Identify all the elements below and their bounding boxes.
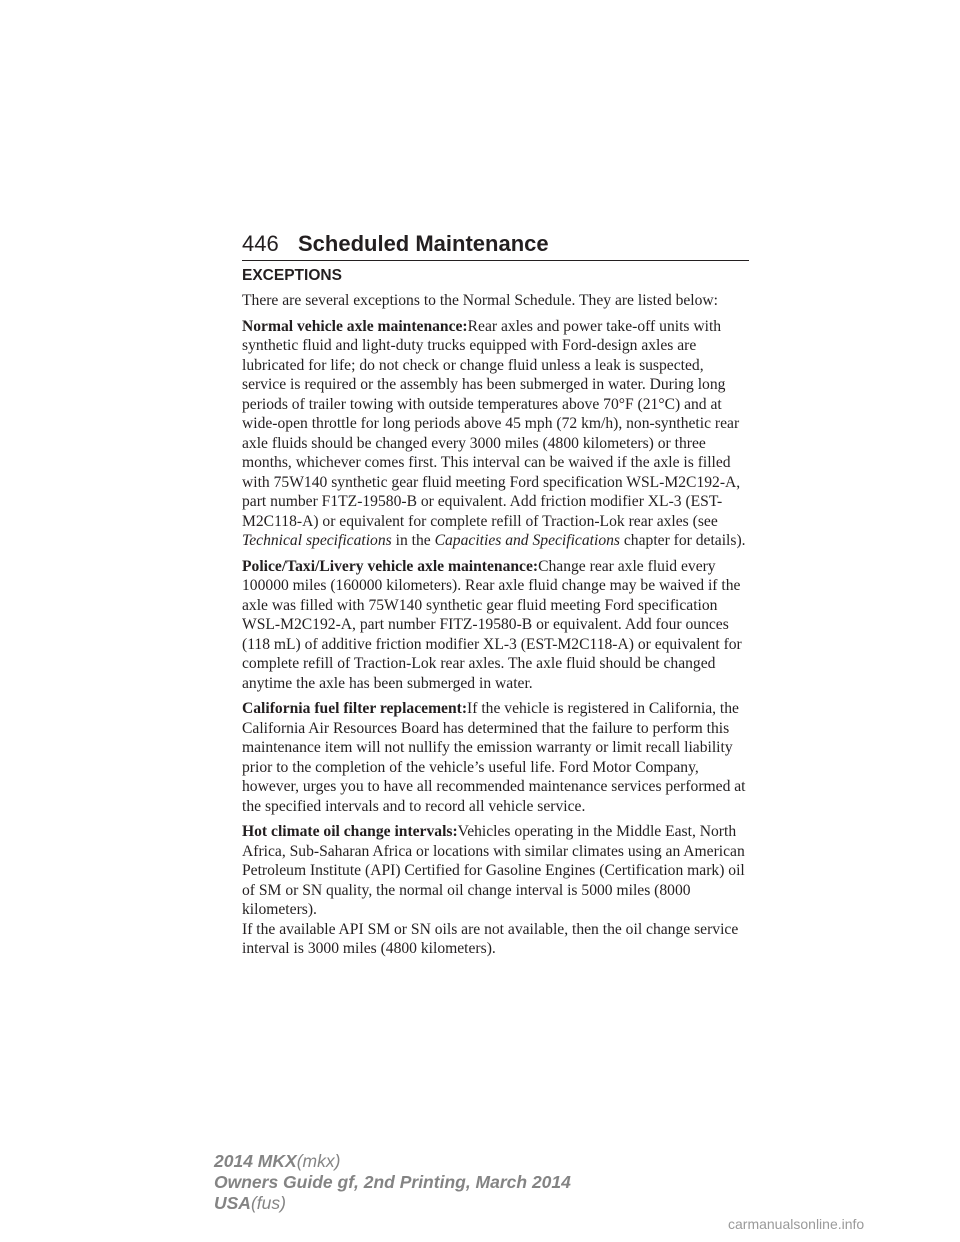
hot-climate-label: Hot climate oil change intervals: xyxy=(242,823,458,840)
header-divider xyxy=(242,260,749,261)
california-fuel-text: If the vehicle is registered in California, the California Air Resources Board has determined that the failure to perform this maintenance item will not nullify the emission warranty or limit recall liability prior to the completion of the vehicle’s useful life. Ford Motor Company, however, urges you to have all recommended maintenance services performed at the specified intervals and to record all vehicle service. xyxy=(242,700,746,815)
page-body xyxy=(242,266,750,965)
police-axle-text: Change rear axle fluid every 100000 miles (160000 kilometers). Rear axle fluid change may be waived if the axle was filled with 75W140 synthetic gear fluid meeting Ford specification WSL-M2C192-A, part number FITZ-19580-B or equivalent. Add four ounces (118 mL) of additive friction modifier XL-3 (EST-M2C118-A) or equivalent for complete refill of Traction-Lok rear axles. The axle fluid should be changed anytime the axle has been submerged in water. xyxy=(242,557,742,692)
footer-market-line xyxy=(214,1193,571,1214)
footer-market: USA xyxy=(214,1193,251,1213)
api-note-paragraph: If the available API SM or SN oils are not available, then the oil change service interval is 3000 miles (4800 kilometers). xyxy=(242,920,739,957)
watermark: carmanualsonline.info xyxy=(728,1216,865,1232)
normal-axle-text: Rear axles and power take-off units with synthetic fluid and light-duty trucks equipped with Ford-design axles are lubricated for life; do not check or change fluid unless a leak is suspected, service is required or the assembly has been submerged in water. During long periods of trailer towing with outside temperatures above 70°F (21°C) and at wide-open throttle for long periods above 45 mph (72 km/h), non-synthetic rear axle fluids should be changed every 3000 miles (4800 kilometers) or three months, whichever comes first. This interval can be waived if the axle is filled with 75W140 synthetic gear fluid meeting Ford specification WSL-M2C192-A, part number F1TZ-19580-B or equivalent. Add friction modifier XL-3 (EST-M2C118-A) or equivalent for complete refill of Traction-Lok rear axles (see xyxy=(242,317,741,530)
page-number: 446 xyxy=(242,231,279,256)
technical-specifications-reference: Technical specifications xyxy=(242,532,392,549)
exceptions-heading: EXCEPTIONS xyxy=(242,267,342,284)
footer-model-line xyxy=(214,1151,571,1172)
normal-axle-text-mid: in the xyxy=(391,532,435,549)
hot-climate-text: Vehicles operating in the Middle East, North Africa, Sub-Saharan Africa or locations with similar climates using an American Petroleum Institute (API) Certified for Gasoline Engines (Certification mark) oil of SM or SN quality, the normal oil change interval is 5000 miles (8000 kilometers). xyxy=(242,823,745,918)
california-fuel-label: California fuel filter replacement: xyxy=(242,700,468,717)
intro-paragraph: There are several exceptions to the Normal Schedule. They are listed below: xyxy=(242,292,719,309)
section-title: Scheduled Maintenance xyxy=(298,231,549,256)
police-axle-paragraph xyxy=(242,557,750,694)
normal-axle-paragraph xyxy=(242,317,750,551)
police-axle-label: Police/Taxi/Livery vehicle axle maintenance: xyxy=(242,557,539,575)
footer-model: 2014 MKX xyxy=(214,1151,297,1171)
footer-market-code: (fus) xyxy=(250,1193,286,1213)
capacities-chapter-reference: Capacities and Specifications xyxy=(434,532,620,549)
normal-axle-text-end: chapter for details). xyxy=(619,532,746,549)
normal-axle-label: Normal vehicle axle maintenance: xyxy=(242,317,468,335)
page-header xyxy=(242,229,750,259)
footer-model-code: (mkx) xyxy=(296,1151,341,1171)
hot-climate-paragraph xyxy=(242,822,750,920)
footer-printing-line: Owners Guide gf, 2nd Printing, March 2014 xyxy=(214,1172,571,1192)
document-footer xyxy=(214,1151,571,1214)
california-fuel-paragraph xyxy=(242,699,750,816)
